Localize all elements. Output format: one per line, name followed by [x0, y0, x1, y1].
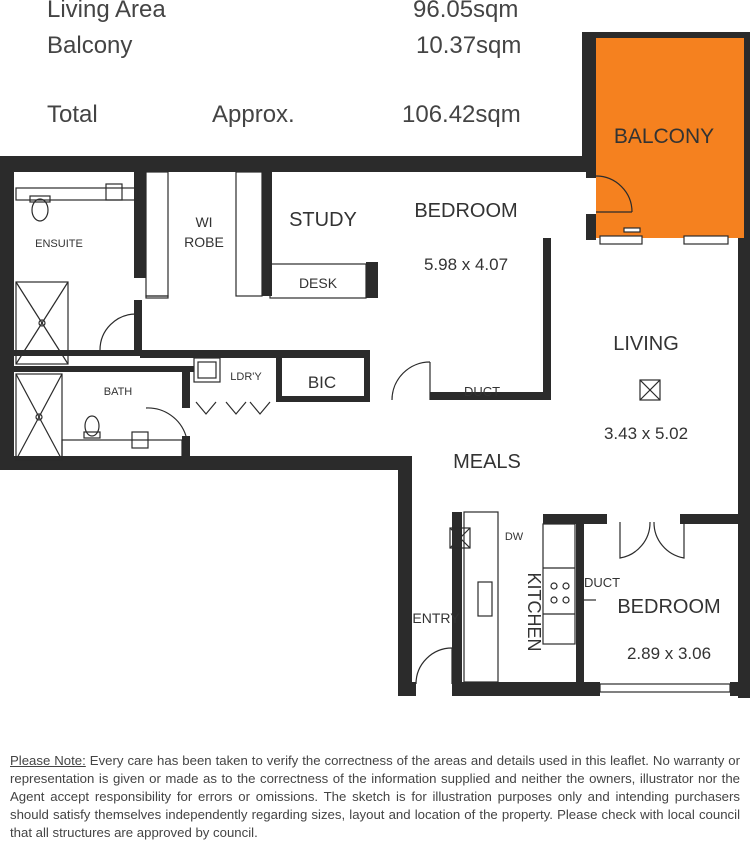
total-area-label: Total [47, 101, 98, 128]
desk-label: DESK [298, 275, 338, 291]
bedroom2-label: BEDROOM [617, 596, 721, 618]
kitchen-label: KITCHEN [524, 572, 544, 652]
study-label: STUDY [289, 209, 357, 231]
balcony-area-label: Balcony [47, 32, 133, 59]
duct-label-bedroom: DUCT [583, 575, 621, 590]
bedroom1-size: 5.98 x 4.07 [423, 255, 509, 274]
balcony-area-value: 10.37sqm [416, 32, 522, 59]
balcony-label: BALCONY [613, 125, 715, 148]
meals-label: MEALS [453, 451, 521, 473]
disclaimer-note [10, 752, 740, 842]
entry-label: ENTRY [412, 610, 460, 626]
laundry-label: LDR'Y [230, 371, 262, 383]
living-size: 3.43 x 5.02 [603, 424, 689, 443]
note-text: Every care has been taken to verify the correctness of the areas and details used in this leaflet. No warranty or representation is given or made as to the correctness of the information supplied and neither the owners, illustrator nor the Agent accept responsibility for errors or omissions. The sketch is for illustration purposes only and intending purchasers should satisfy themselves independently regarding sizes, layout and location of the property. Please check with local council that all structures are approved by council. [10, 753, 740, 840]
wi-robe-label-line1: WI [195, 214, 213, 230]
dishwasher-label: DW [504, 531, 524, 543]
bic-label: BIC [307, 373, 337, 392]
total-area-value: 106.42sqm [402, 101, 521, 128]
note-lead: Please Note: [10, 753, 86, 768]
total-approx-label: Approx. [212, 101, 295, 128]
duct-label-living: DUCT [463, 384, 501, 399]
living-label: LIVING [613, 333, 679, 355]
ensuite-label: ENSUITE [35, 238, 83, 250]
bedroom2-size: 2.89 x 3.06 [626, 644, 712, 663]
living-area-value: 96.05sqm [413, 0, 519, 23]
wi-robe-label-line2: ROBE [184, 234, 224, 250]
living-area-label: Living Area [47, 0, 166, 23]
bedroom1-label: BEDROOM [414, 200, 518, 222]
bath-label: BATH [103, 386, 133, 398]
